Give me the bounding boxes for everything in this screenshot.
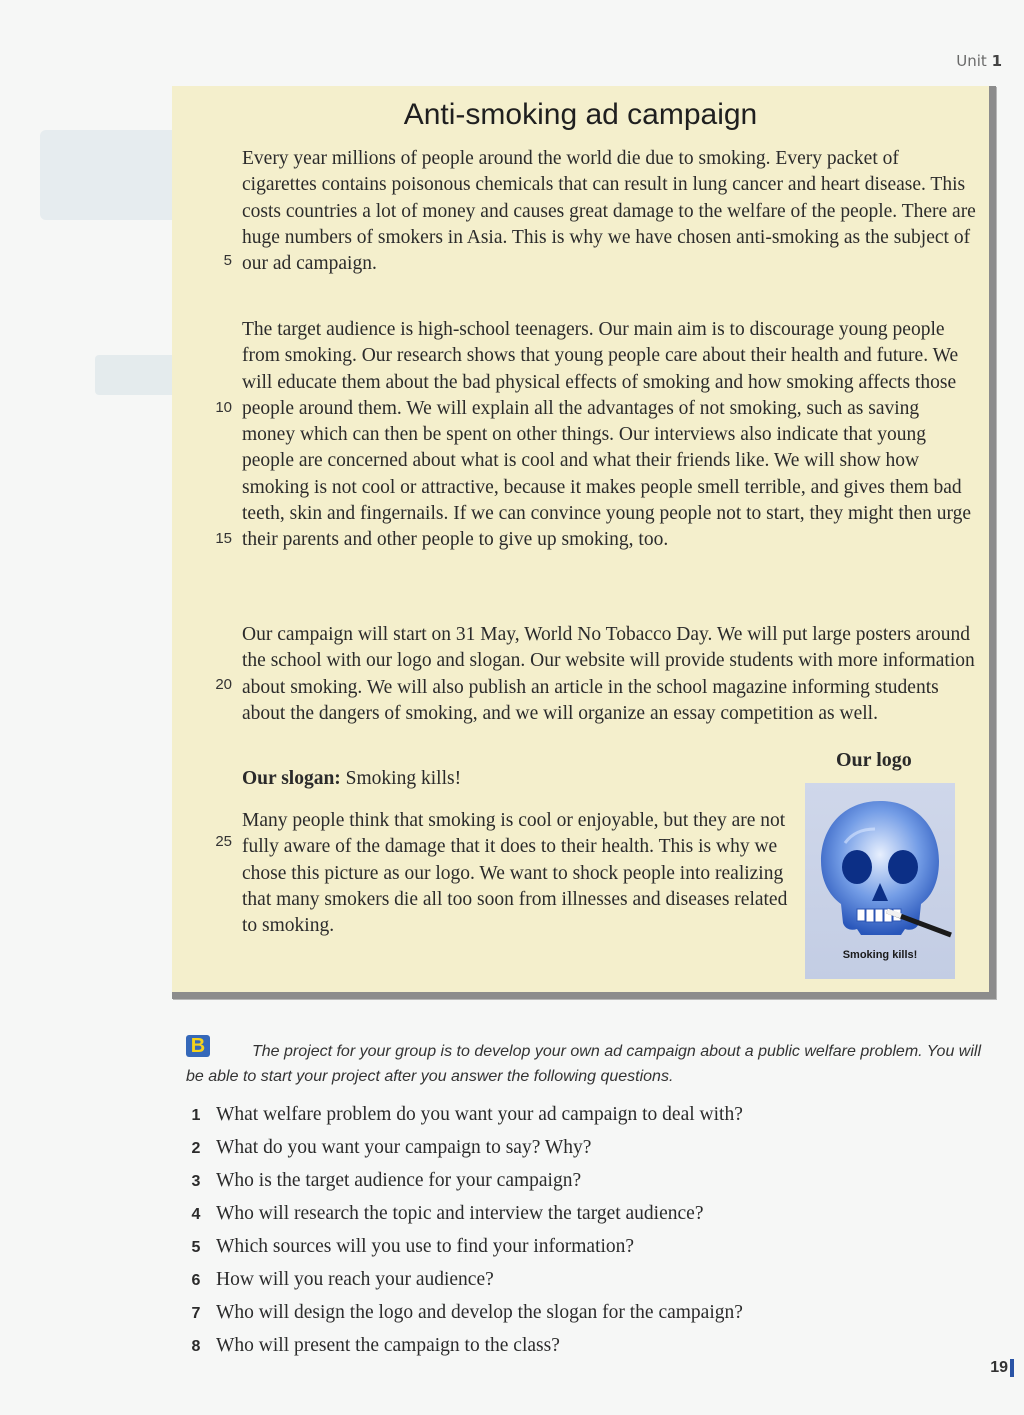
- question-text: Who will present the campaign to the class?: [216, 1335, 560, 1356]
- line-number: 20: [215, 676, 232, 693]
- question-number: 2: [191, 1140, 201, 1157]
- logo-caption: Smoking kills!: [842, 949, 918, 961]
- article-paragraph-4: Many people think that smoking is cool or enjoyable, but they are not fully aware of the damage that it does to their health. This is why we chose this picture as our logo. We want to shock people into realizing that many smokers die all too soon from illnesses and diseases related to smoking.: [242, 810, 788, 937]
- article-paragraph-3: Our campaign will start on 31 May, World No Tobacco Day. We will put large posters around the school with our logo and slogan. Our website will provide students with more information about smoking. We will also publish an article in the school magazine informing students about the dangers of smoking, and we will organize an essay competition as well.: [242, 624, 975, 724]
- question-number: 6: [191, 1272, 201, 1289]
- question-item: [176, 1166, 743, 1199]
- article-paragraph-2: The target audience is high-school teenagers. Our main aim is to discourage young people from smoking. Our research shows that young people care about their health and future. We will educate them about the bad physical effects of smoking and how smoking affects those people around them. We will explain all the advantages of not smoking, such as saving money which can then be spent on other things. Our interviews also indicate that young people are concerned about what is cool and what their friends like. We will show how smoking is not cool or attractive, because it makes people smell terrible, and gives them bad teeth, skin and fingernails. If we can convince young people not to start, they might then urge their parents and other people to give up smoking, too.: [242, 319, 972, 551]
- question-item: [176, 1331, 743, 1364]
- question-item: [176, 1298, 743, 1331]
- question-item: [176, 1199, 743, 1232]
- question-text: How will you reach your audience?: [216, 1269, 494, 1290]
- question-item: [176, 1133, 743, 1166]
- campaign-logo: [805, 783, 955, 979]
- line-number: 10: [215, 399, 232, 416]
- question-number: 8: [191, 1338, 201, 1355]
- question-text: Who will research the topic and interview the target audience?: [216, 1203, 704, 1224]
- section-b-instructions: The project for your group is to develop your own ad campaign about a public welfare problem. You will be able to start your project after you answer the following questions.: [186, 1043, 982, 1085]
- unit-number: 1: [991, 52, 1002, 70]
- question-text: Who will design the logo and develop the slogan for the campaign?: [216, 1302, 743, 1323]
- section-b-icon: B: [186, 1035, 210, 1057]
- article-card: [172, 86, 996, 999]
- page-number-bar: [1010, 1359, 1014, 1377]
- slogan-line: [242, 768, 461, 790]
- question-item: [176, 1265, 743, 1298]
- slogan-text: Smoking kills!: [345, 768, 462, 789]
- page-number: [990, 1359, 1014, 1377]
- background-ghost-block: [40, 130, 190, 220]
- slogan-label: Our slogan:: [242, 768, 341, 789]
- question-text: Who is the target audience for your campaign?: [216, 1170, 582, 1191]
- line-number: 15: [215, 530, 232, 547]
- question-list: [176, 1100, 743, 1364]
- question-text: What do you want your campaign to say? Why?: [216, 1137, 592, 1158]
- unit-label: [956, 52, 1002, 70]
- line-number: 25: [215, 833, 232, 850]
- question-text: What welfare problem do you want your ad campaign to deal with?: [216, 1104, 743, 1125]
- article-title: Anti-smoking ad campaign: [403, 98, 758, 131]
- article-paragraph-1: Every year millions of people around the world die due to smoking. Every packet of cigarettes contains poisonous chemicals that can result in lung cancer and heart disease. This costs countries a lot of money and causes great damage to the welfare of the people. There are huge numbers of smokers in Asia. This is why we have chosen anti-smoking as the subject of our ad campaign.: [242, 148, 976, 275]
- question-text: Which sources will you use to find your information?: [216, 1236, 635, 1257]
- unit-text: Unit: [956, 52, 987, 70]
- question-number: 1: [191, 1107, 201, 1124]
- line-number: 5: [223, 252, 232, 269]
- question-item: [176, 1232, 743, 1265]
- page-number-text: 19: [990, 1359, 1008, 1377]
- logo-label: Our logo: [836, 749, 912, 771]
- question-item: [176, 1100, 743, 1133]
- question-number: 7: [191, 1305, 201, 1322]
- question-number: 5: [191, 1239, 201, 1256]
- question-number: 4: [191, 1206, 201, 1223]
- question-number: 3: [191, 1173, 201, 1190]
